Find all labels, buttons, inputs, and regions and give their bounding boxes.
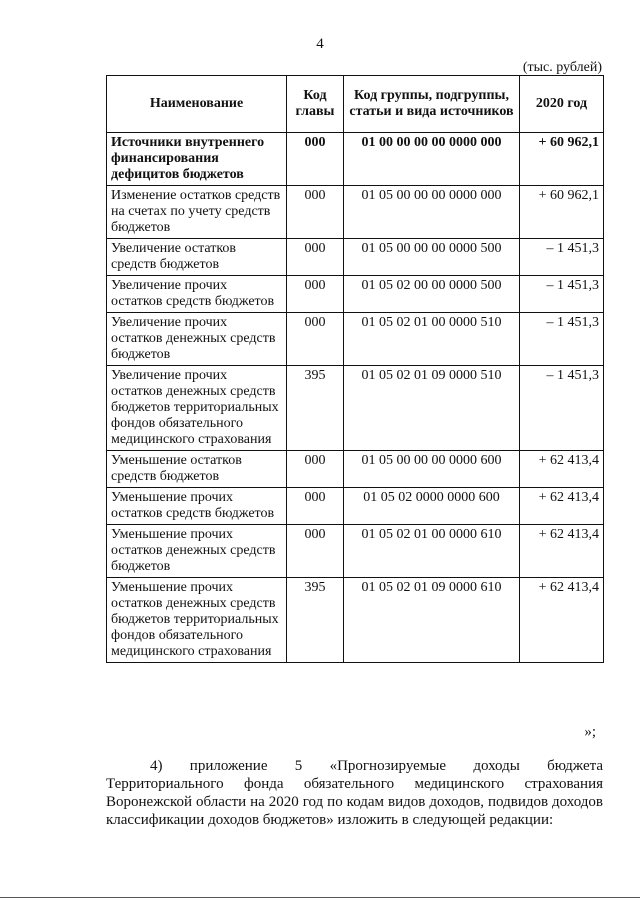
table-header-row — [107, 76, 604, 133]
table-row — [107, 313, 604, 366]
table-row — [107, 451, 604, 488]
units-label: (тыс. рублей) — [522, 60, 602, 75]
table-row — [107, 239, 604, 276]
row-chapter: 000 — [287, 313, 344, 366]
row-name: Уменьшение остатков средств бюджетов — [107, 451, 287, 488]
row-amount: – 1 451,3 — [520, 366, 604, 451]
row-chapter: 395 — [287, 578, 344, 663]
row-chapter: 000 — [287, 451, 344, 488]
table-row — [107, 488, 604, 525]
header-amount: 2020 год — [520, 76, 604, 133]
row-name: Уменьшение прочих остатков денежных средств бюджетов территориальных фондов обязательного медицинского страхования — [107, 578, 287, 663]
row-code: 01 05 02 00 00 0000 500 — [344, 276, 520, 313]
row-name: Уменьшение прочих остатков средств бюджетов — [107, 488, 287, 525]
table-row — [107, 133, 604, 186]
row-amount: + 60 962,1 — [520, 186, 604, 239]
row-chapter: 000 — [287, 239, 344, 276]
table-row — [107, 186, 604, 239]
row-name: Изменение остатков средств на счетах по учету средств бюджетов — [107, 186, 287, 239]
page-number: 4 — [316, 36, 324, 52]
table-row — [107, 578, 604, 663]
closing-quote-mark: »; — [584, 724, 596, 740]
row-code: 01 05 02 01 00 0000 610 — [344, 525, 520, 578]
row-amount: – 1 451,3 — [520, 276, 604, 313]
table-row — [107, 366, 604, 451]
table-row — [107, 525, 604, 578]
row-code: 01 05 00 00 00 0000 000 — [344, 186, 520, 239]
row-amount: + 62 413,4 — [520, 451, 604, 488]
row-code: 01 05 00 00 00 0000 600 — [344, 451, 520, 488]
row-amount: – 1 451,3 — [520, 313, 604, 366]
row-code: 01 05 02 01 09 0000 610 — [344, 578, 520, 663]
row-code: 01 05 02 01 09 0000 510 — [344, 366, 520, 451]
row-name: Источники внутреннего финансирования дефицитов бюджетов — [107, 133, 287, 186]
row-code: 01 00 00 00 00 0000 000 — [344, 133, 520, 186]
row-amount: – 1 451,3 — [520, 239, 604, 276]
row-name: Увеличение прочих остатков денежных средств бюджетов — [107, 313, 287, 366]
row-chapter: 395 — [287, 366, 344, 451]
page-bottom-rule — [0, 897, 640, 898]
row-name: Увеличение прочих остатков денежных средств бюджетов территориальных фондов обязательного медицинского страхования — [107, 366, 287, 451]
row-amount: + 62 413,4 — [520, 488, 604, 525]
header-chapter: Код главы — [287, 76, 344, 133]
row-chapter: 000 — [287, 133, 344, 186]
row-code: 01 05 00 00 00 0000 500 — [344, 239, 520, 276]
row-name: Увеличение прочих остатков средств бюджетов — [107, 276, 287, 313]
header-name: Наименование — [107, 76, 287, 133]
amendment-paragraph: 4) приложение 5 «Прогнозируемые доходы бюджета Территориального фонда обязательного медицинского страхования Воронежской области на 2020 год по кодам видов доходов, подвидов доходов классификации доходов бюджетов» изложить в следующей редакции: — [106, 758, 603, 828]
row-chapter: 000 — [287, 186, 344, 239]
row-chapter: 000 — [287, 276, 344, 313]
row-amount: + 62 413,4 — [520, 578, 604, 663]
row-code: 01 05 02 01 00 0000 510 — [344, 313, 520, 366]
row-amount: + 62 413,4 — [520, 525, 604, 578]
row-amount: + 60 962,1 — [520, 133, 604, 186]
row-code: 01 05 02 0000 0000 600 — [344, 488, 520, 525]
header-code: Код группы, подгруппы, статьи и вида источников — [344, 76, 520, 133]
row-chapter: 000 — [287, 525, 344, 578]
row-name: Уменьшение прочих остатков денежных средств бюджетов — [107, 525, 287, 578]
financing-sources-table — [106, 75, 604, 663]
row-name: Увеличение остатков средств бюджетов — [107, 239, 287, 276]
table-row — [107, 276, 604, 313]
row-chapter: 000 — [287, 488, 344, 525]
